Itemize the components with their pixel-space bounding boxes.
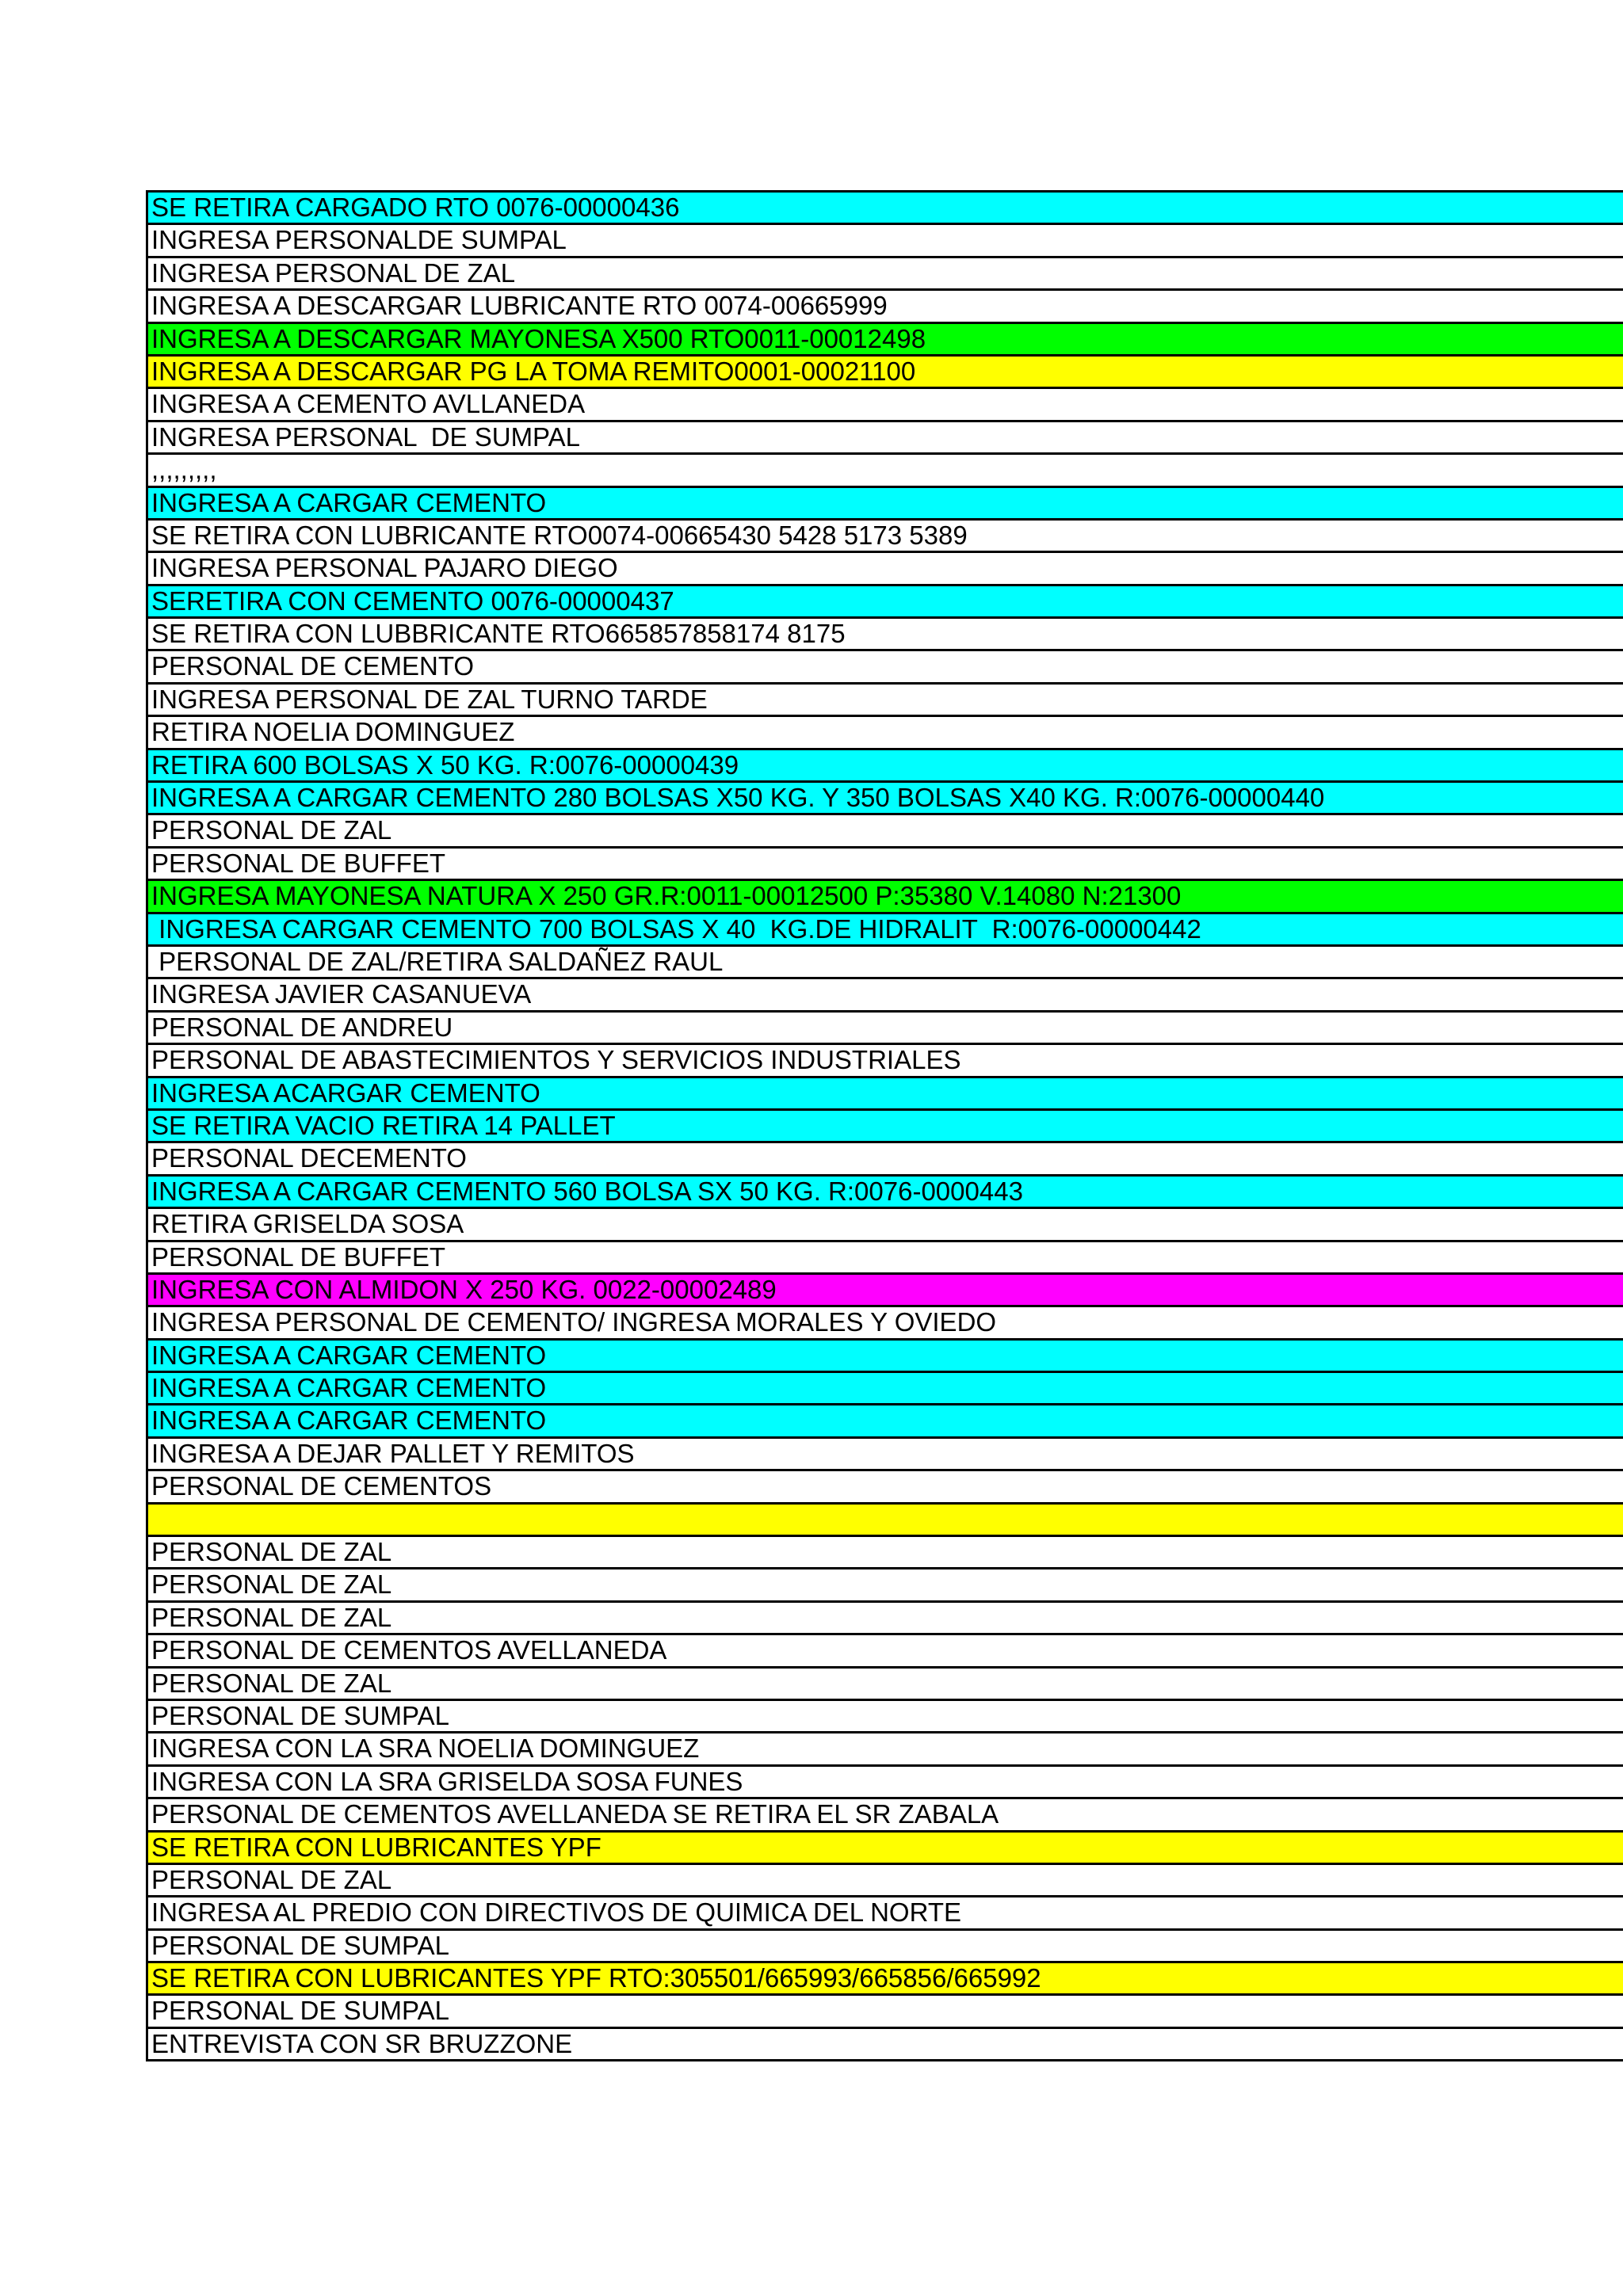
table-row: PERSONAL DE ZAL (148, 815, 1623, 848)
table-row: PERSONAL DE SUMPAL (148, 1931, 1623, 1963)
table-row: PERSONAL DE CEMENTOS (148, 1471, 1623, 1504)
table-row: PERSONAL DE ZAL (148, 1603, 1623, 1635)
table-row: INGRESA PERSONALDE SUMPAL (148, 225, 1623, 257)
table-row: INGRESA A CARGAR CEMENTO (148, 1341, 1623, 1373)
table-row: INGRESA A DESCARGAR MAYONESA X500 RTO0011-00012498 (148, 324, 1623, 357)
table-row: SE RETIRA CON LUBRICANTE RTO0074-00665430 5428 5173 5389 (148, 521, 1623, 553)
table-row: INGRESA PERSONAL PAJARO DIEGO (148, 553, 1623, 585)
table-row: INGRESA A CARGAR CEMENTO 560 BOLSA SX 50 KG. R:0076-0000443 (148, 1177, 1623, 1209)
table-row: INGRESA ACARGAR CEMENTO (148, 1078, 1623, 1111)
table-row: ENTREVISTA CON SR BRUZZONE (148, 2029, 1623, 2061)
table-row: ,,,,,,,,, (148, 455, 1623, 487)
table-row: SE RETIRA CON LUBRICANTES YPF (148, 1833, 1623, 1865)
table-row: INGRESA A DESCARGAR PG LA TOMA REMITO0001-00021100 (148, 357, 1623, 389)
spreadsheet-table (146, 190, 1623, 2061)
table-row: INGRESA MAYONESA NATURA X 250 GR.R:0011-00012500 P:35380 V.14080 N:21300 (148, 881, 1623, 913)
table-row: INGRESA PERSONAL DE ZAL TURNO TARDE (148, 685, 1623, 717)
table-row: PERSONAL DE CEMENTO (148, 651, 1623, 684)
table-row: INGRESA PERSONAL DE SUMPAL (148, 422, 1623, 455)
table-row: PERSONAL DECEMENTO (148, 1143, 1623, 1176)
table-row: PERSONAL DE BUFFET (148, 1242, 1623, 1275)
table-row: INGRESA A CARGAR CEMENTO 280 BOLSAS X50 KG. Y 350 BOLSAS X40 KG. R:0076-00000440 (148, 783, 1623, 815)
table-row: INGRESA AL PREDIO CON DIRECTIVOS DE QUIMICA DEL NORTE (148, 1897, 1623, 1930)
table-row: INGRESA A CARGAR CEMENTO (148, 488, 1623, 521)
table-row: INGRESA CARGAR CEMENTO 700 BOLSAS X 40 KG.DE HIDRALIT R:0076-00000442 (148, 914, 1623, 947)
table-row: PERSONAL DE ZAL (148, 1865, 1623, 1897)
table-row: PERSONAL DE ZAL/RETIRA SALDAÑEZ RAUL (148, 947, 1623, 979)
table-row: PERSONAL DE CEMENTOS AVELLANEDA SE RETIRA EL SR ZABALA (148, 1799, 1623, 1832)
table-row: RETIRA 600 BOLSAS X 50 KG. R:0076-00000439 (148, 750, 1623, 783)
table-row: PERSONAL DE CEMENTOS AVELLANEDA (148, 1635, 1623, 1668)
table-row: INGRESA PERSONAL DE CEMENTO/ INGRESA MORALES Y OVIEDO (148, 1307, 1623, 1340)
table-row: SE RETIRA CARGADO RTO 0076-00000436 (148, 193, 1623, 225)
table-row: INGRESA CON LA SRA GRISELDA SOSA FUNES (148, 1767, 1623, 1799)
table-row: INGRESA A CEMENTO AVLLANEDA (148, 389, 1623, 421)
table-row: SE RETIRA CON LUBBRICANTE RTO665857858174 8175 (148, 619, 1623, 651)
table-row: RETIRA NOELIA DOMINGUEZ (148, 717, 1623, 749)
table-row: PERSONAL DE SUMPAL (148, 1701, 1623, 1733)
table-row: RETIRA GRISELDA SOSA (148, 1209, 1623, 1241)
table-row: PERSONAL DE SUMPAL (148, 1996, 1623, 2028)
table-row: PERSONAL DE BUFFET (148, 849, 1623, 881)
table-row: INGRESA A CARGAR CEMENTO (148, 1373, 1623, 1405)
table-row: PERSONAL DE ANDREU (148, 1013, 1623, 1045)
table-row: SE RETIRA CON LUBRICANTES YPF RTO:305501/665993/665856/665992 (148, 1963, 1623, 1996)
table-row: SERETIRA CON CEMENTO 0076-00000437 (148, 586, 1623, 619)
table-row: PERSONAL DE ZAL (148, 1569, 1623, 1602)
table-row: INGRESA A DESCARGAR LUBRICANTE RTO 0074-00665999 (148, 291, 1623, 323)
table-row (148, 1505, 1623, 1537)
table-row: PERSONAL DE ZAL (148, 1537, 1623, 1569)
table-row: INGRESA A DEJAR PALLET Y REMITOS (148, 1439, 1623, 1471)
table-row: INGRESA CON LA SRA NOELIA DOMINGUEZ (148, 1733, 1623, 1766)
table-row: SE RETIRA VACIO RETIRA 14 PALLET (148, 1111, 1623, 1143)
table-row: INGRESA PERSONAL DE ZAL (148, 258, 1623, 291)
table-row: INGRESA A CARGAR CEMENTO (148, 1405, 1623, 1438)
table-row: INGRESA JAVIER CASANUEVA (148, 979, 1623, 1012)
table-row: PERSONAL DE ABASTECIMIENTOS Y SERVICIOS INDUSTRIALES (148, 1045, 1623, 1077)
table-row: INGRESA CON ALMIDON X 250 KG. 0022-00002489 (148, 1275, 1623, 1307)
table-row: PERSONAL DE ZAL (148, 1669, 1623, 1701)
